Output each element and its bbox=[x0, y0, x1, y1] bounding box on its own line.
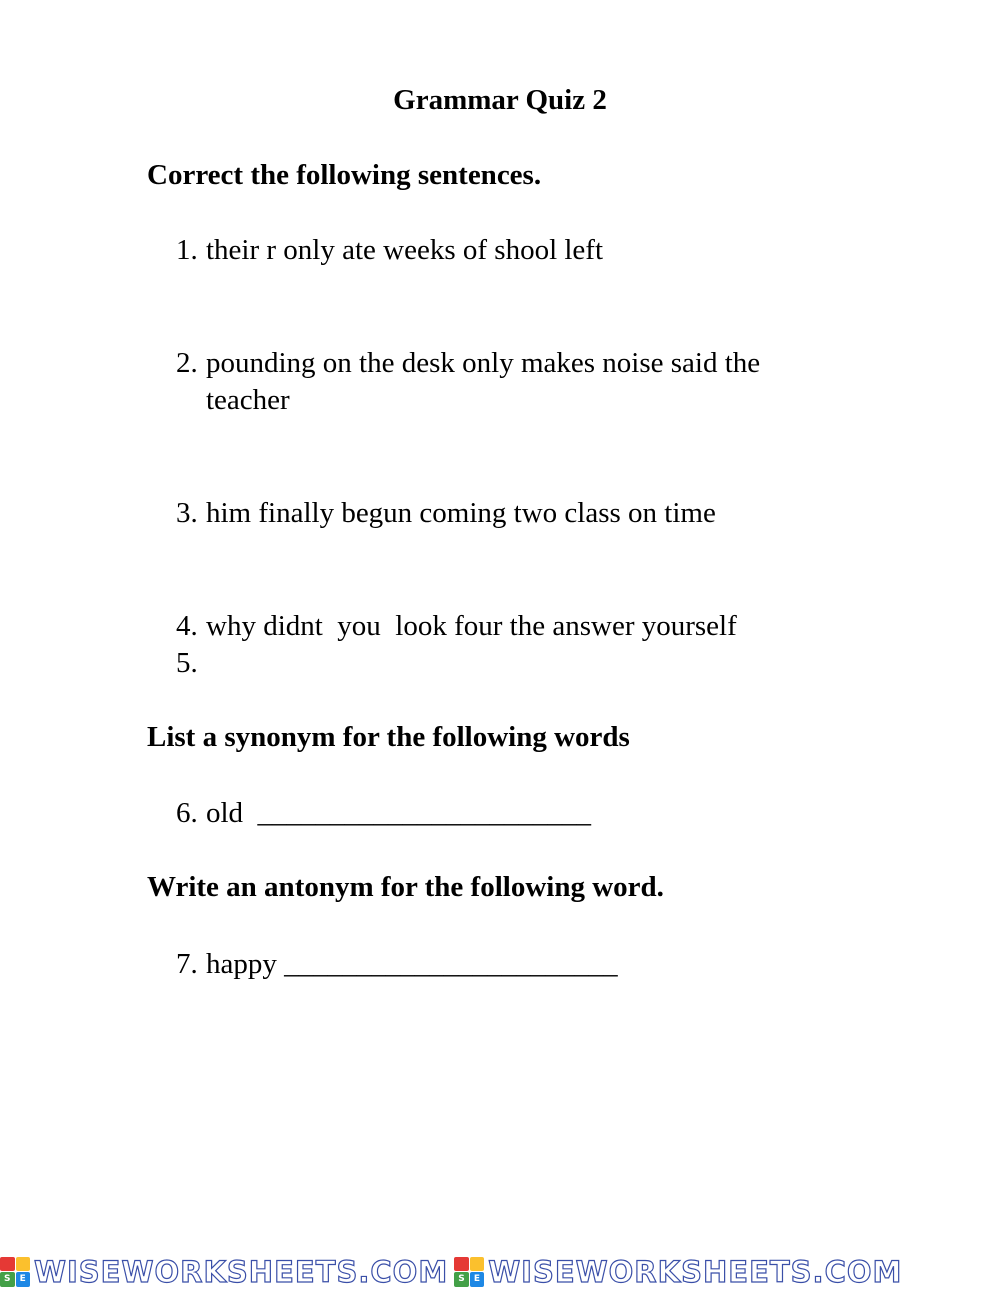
watermark-banner bbox=[0, 1252, 1000, 1291]
quiz-title: Grammar Quiz 2 bbox=[393, 84, 607, 116]
item-number-1: 1. bbox=[176, 234, 198, 266]
item-text-2-line-2: teacher bbox=[206, 384, 290, 416]
logo-icon bbox=[0, 1257, 30, 1287]
watermark-1 bbox=[0, 1255, 448, 1289]
section-heading-antonym: Write an antonym for the following word. bbox=[147, 871, 664, 903]
section-heading-synonym: List a synonym for the following words bbox=[147, 721, 630, 753]
watermark-text: WISEWORKSHEETS.COM bbox=[34, 1254, 449, 1289]
item-number-3: 3. bbox=[176, 497, 198, 529]
item-text-6: old _______________________ bbox=[206, 797, 592, 829]
logo-tile-yellow bbox=[470, 1257, 485, 1272]
section-heading-correct: Correct the following sentences. bbox=[147, 159, 542, 191]
item-number-4: 4. bbox=[176, 610, 198, 642]
logo-tile-yellow bbox=[16, 1257, 31, 1272]
watermark-2 bbox=[454, 1255, 902, 1289]
logo-icon bbox=[454, 1257, 484, 1287]
item-text-4: why didnt you look four the answer yourself bbox=[206, 610, 737, 642]
item-text-7: happy _______________________ bbox=[206, 948, 618, 980]
logo-tile-red bbox=[0, 1257, 15, 1272]
logo-tile-green: S bbox=[454, 1272, 469, 1287]
item-number-7: 7. bbox=[176, 948, 198, 980]
logo-tile-blue: E bbox=[470, 1272, 485, 1287]
logo-tile-red bbox=[454, 1257, 469, 1272]
item-text-1: their r only ate weeks of shool left bbox=[206, 234, 604, 266]
item-text-3: him finally begun coming two class on time bbox=[206, 497, 716, 529]
watermark-text: WISEWORKSHEETS.COM bbox=[488, 1254, 903, 1289]
item-text-2-line-1: pounding on the desk only makes noise said the bbox=[206, 347, 761, 379]
logo-tile-green: S bbox=[0, 1272, 15, 1287]
item-number-5: 5. bbox=[176, 647, 198, 679]
item-number-6: 6. bbox=[176, 797, 198, 829]
item-number-2: 2. bbox=[176, 347, 198, 379]
logo-tile-blue: E bbox=[16, 1272, 31, 1287]
